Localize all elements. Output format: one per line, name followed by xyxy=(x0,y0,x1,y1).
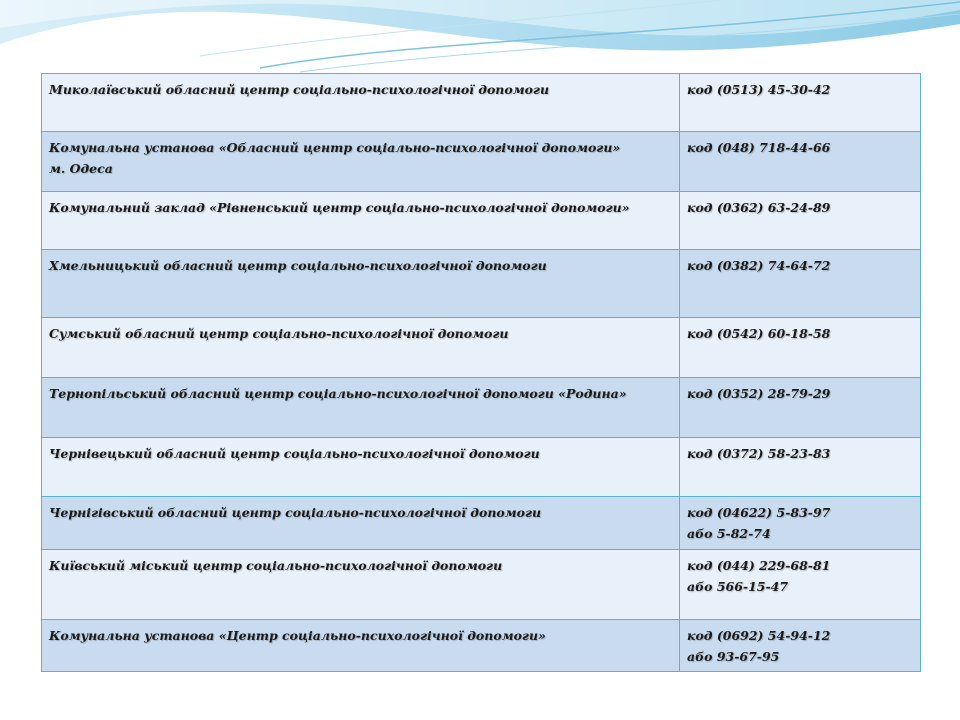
centers-contact-table xyxy=(41,73,921,672)
center-name-cell xyxy=(42,250,680,318)
phone-number-text: код (0372) 58-23-83 xyxy=(687,446,831,461)
table-row xyxy=(42,550,921,620)
phone-number-text: код (048) 718-44-66 xyxy=(687,140,831,155)
phone-cell xyxy=(680,550,921,620)
center-name-text: Сумський обласний центр соціально-психологічної допомоги xyxy=(49,326,509,341)
phone-cell xyxy=(680,378,921,438)
phone-number-text: код (0542) 60-18-58 xyxy=(687,326,831,341)
center-name-cell xyxy=(42,74,680,132)
center-name-text: Хмельницький обласний центр соціально-психологічної допомоги xyxy=(49,258,547,273)
phone-cell xyxy=(680,132,921,192)
center-name-text: Чернігівський обласний центр соціально-психологічної допомоги xyxy=(49,505,542,520)
center-name-cell xyxy=(42,378,680,438)
phone-cell xyxy=(680,250,921,318)
phone-number-text: код (04622) 5-83-97 xyxy=(687,505,831,520)
table-row xyxy=(42,318,921,378)
phone-cell xyxy=(680,497,921,550)
phone-number-text: або 566-15-47 xyxy=(687,579,789,594)
center-name-text: Тернопільський обласний центр соціально-психологічної допомоги «Родина» xyxy=(49,386,627,401)
table-row xyxy=(42,378,921,438)
phone-cell xyxy=(680,620,921,672)
center-name-cell xyxy=(42,318,680,378)
center-name-cell xyxy=(42,192,680,250)
center-name-text: Комунальна установа «Обласний центр соціально-психологічної допомоги» xyxy=(49,140,621,155)
center-name-text: Миколаївський обласний центр соціально-психологічної допомоги xyxy=(49,82,550,97)
center-name-cell xyxy=(42,132,680,192)
table-row xyxy=(42,250,921,318)
phone-number-text: код (0513) 45-30-42 xyxy=(687,82,831,97)
phone-number-text: код (0382) 74-64-72 xyxy=(687,258,831,273)
center-name-cell xyxy=(42,497,680,550)
center-name-text: Комунальний заклад «Рівненський центр соціально-психологічної допомоги» xyxy=(49,200,630,215)
center-name-text: Чернівецький обласний центр соціально-психологічної допомоги xyxy=(49,446,540,461)
phone-number-text: або 93-67-95 xyxy=(687,649,780,664)
phone-number-text: або 5-82-74 xyxy=(687,526,771,541)
table-row xyxy=(42,132,921,192)
header-wave-decoration xyxy=(0,0,960,80)
center-name-cell xyxy=(42,438,680,497)
center-name-text: Комунальна установа «Центр соціально-психологічної допомоги» xyxy=(49,628,546,643)
table-row xyxy=(42,192,921,250)
phone-number-text: код (0692) 54-94-12 xyxy=(687,628,831,643)
table-row xyxy=(42,620,921,672)
table-row xyxy=(42,438,921,497)
center-name-text: Київський міський центр соціально-психологічної допомоги xyxy=(49,558,503,573)
phone-number-text: код (044) 229-68-81 xyxy=(687,558,831,573)
phone-cell xyxy=(680,438,921,497)
phone-cell xyxy=(680,318,921,378)
phone-number-text: код (0362) 63-24-89 xyxy=(687,200,831,215)
center-name-cell xyxy=(42,550,680,620)
table-row xyxy=(42,74,921,132)
center-name-cell xyxy=(42,620,680,672)
center-name-text: м. Одеса xyxy=(49,161,113,176)
table-row xyxy=(42,497,921,550)
phone-cell xyxy=(680,192,921,250)
phone-number-text: код (0352) 28-79-29 xyxy=(687,386,831,401)
phone-cell xyxy=(680,74,921,132)
